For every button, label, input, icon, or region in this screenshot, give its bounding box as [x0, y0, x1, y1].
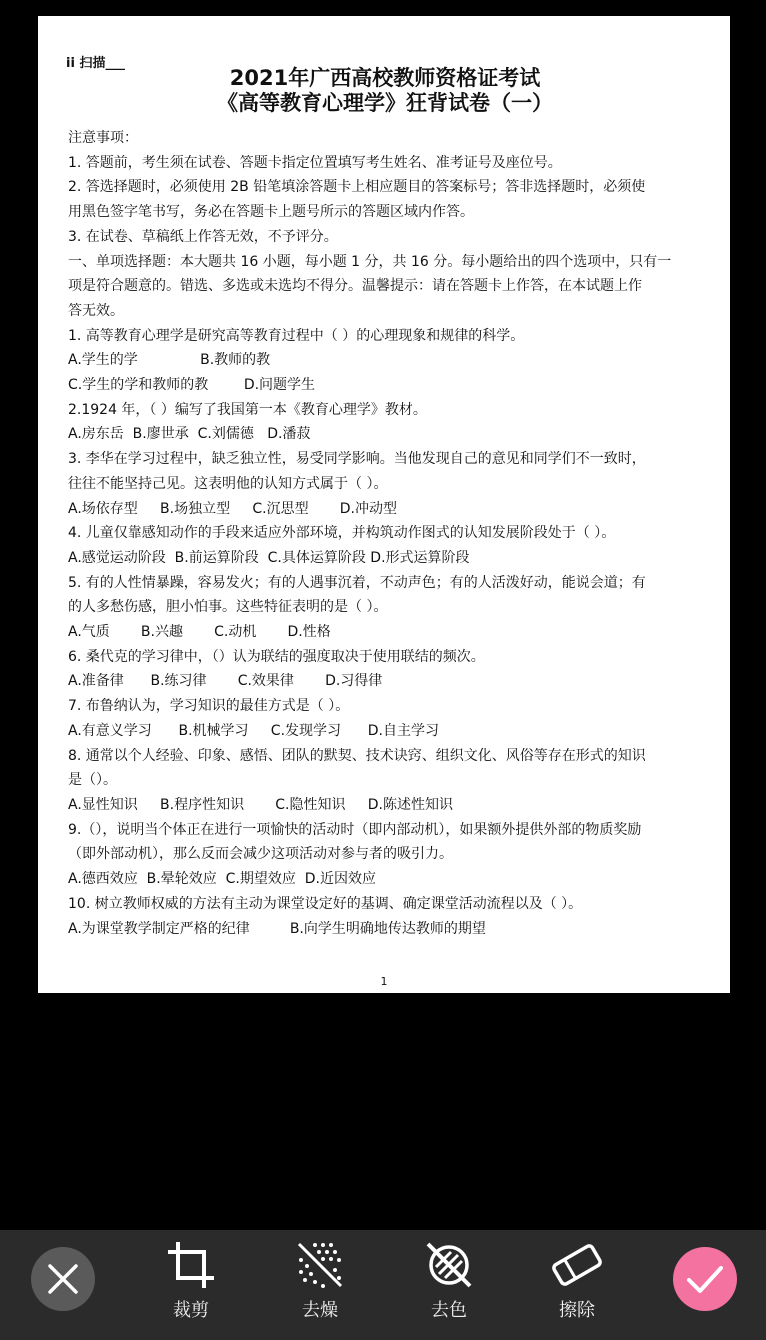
- confirm-button[interactable]: [673, 1247, 737, 1311]
- document-line: 7. 布鲁纳认为，学习知识的最佳方式是（ ）。: [68, 698, 350, 715]
- document-line: A.学生的学 B.教师的教: [68, 352, 271, 369]
- denoise-label: 去燥: [302, 1300, 338, 1321]
- scan-watermark: ii 扫描___: [66, 56, 125, 71]
- document-line: 用黑色签字笔书写，务必在答题卡上题号所示的答题区域内作答。: [68, 204, 474, 221]
- document-line: A.为课堂教学制定严格的纪律 B.向学生明确地传达教师的期望: [68, 920, 486, 937]
- document-line: 6. 桑代克的学习律中，（）认为联结的强度取决于使用联结的频次。: [68, 648, 485, 665]
- denoise-button[interactable]: [280, 1240, 360, 1330]
- document-line: 注意事项：: [68, 130, 138, 146]
- exam-subtitle: 《高等教育心理学》狂背试卷（一）: [217, 91, 553, 115]
- document-line: 3. 在试卷、草稿纸上作答无效，不予评分。: [68, 228, 338, 245]
- document-line: 项是符合题意的。错选、多选或未选均不得分。温馨提示：请在答题卡上作答，在本试题上作: [68, 278, 642, 295]
- document-line: 9.（），说明当个体正在进行一项愉快的活动时（即内部动机），如果额外提供外部的物质奖励: [68, 821, 642, 838]
- document-line: A.显性知识 B.程序性知识 C.隐性知识 D.陈述性知识: [68, 796, 453, 813]
- document-line: （即外部动机），那么反而会减少这项活动对参与者的吸引力。: [68, 846, 453, 863]
- document-line: 2.1924 年，（ ）编写了我国第一本《教育心理学》教材。: [68, 401, 427, 418]
- document-line: 1. 高等教育心理学是研究高等教育过程中（ ）的心理现象和规律的科学。: [68, 327, 525, 344]
- cancel-button[interactable]: [31, 1247, 95, 1311]
- document-line: 1. 答题前，考生须在试卷、答题卡指定位置填写考生姓名、准考证号及座位号。: [68, 154, 562, 171]
- document-line: 4. 儿童仅靠感知动作的手段来适应外部环境，并构筑动作图式的认知发展阶段处于（ ）。: [68, 525, 616, 542]
- crop-icon: [166, 1240, 216, 1290]
- document-line: 8. 通常以个人经验、印象、感悟、团队的默契、技术诀窍、组织文化、风俗等存在形式的知识: [68, 747, 646, 764]
- document-line: A.场依存型 B.场独立型 C.沉思型 D.冲动型: [68, 500, 397, 517]
- document-line: 是（）。: [68, 772, 117, 789]
- document-line: 5. 有的人性情暴躁，容易发火；有的人遇事沉着，不动声色；有的人活泼好动，能说会道；有: [68, 574, 646, 591]
- check-icon: [685, 1262, 725, 1296]
- decolor-icon: [424, 1240, 474, 1290]
- crop-label: 裁剪: [173, 1300, 209, 1321]
- decolor-label: 去色: [431, 1300, 467, 1321]
- eraser-icon: [552, 1240, 602, 1290]
- document-line: C.学生的学和教师的教 D.问题学生: [68, 377, 316, 394]
- erase-button[interactable]: [537, 1240, 617, 1330]
- document-line: A.房东岳 B.廖世承 C.刘儒德 D.潘菽: [68, 426, 311, 443]
- scanned-document-page: [38, 16, 730, 993]
- document-line: 3. 李华在学习过程中，缺乏独立性，易受同学影响。当他发现自己的意见和同学们不一致时，: [68, 451, 646, 468]
- document-line: A.感觉运动阶段 B.前运算阶段 C.具体运算阶段 D.形式运算阶段: [68, 549, 470, 566]
- document-line: 答无效。: [68, 302, 124, 319]
- decolor-button[interactable]: [409, 1240, 489, 1330]
- crop-button[interactable]: [151, 1240, 231, 1330]
- page-number: 1: [380, 975, 388, 988]
- document-line: A.气质 B.兴趣 C.动机 D.性格: [68, 624, 331, 641]
- document-line: 的人多愁伤感，胆小怕事。这些特征表明的是（ ）。: [68, 599, 388, 616]
- document-line: A.有意义学习 B.机械学习 C.发现学习 D.自主学习: [68, 722, 439, 739]
- document-body: [68, 126, 702, 941]
- edit-toolbar: [0, 1230, 766, 1340]
- close-icon: [46, 1262, 80, 1296]
- document-line: A.准备律 B.练习律 C.效果律 D.习得律: [68, 673, 383, 690]
- document-line: 一、单项选择题：本大题共 16 小题，每小题 1 分，共 16 分。每小题给出的四个选项中，只有一: [68, 253, 672, 270]
- document-line: 2. 答选择题时，必须使用 2B 铅笔填涂答题卡上相应题目的答案标号；答非选择题时，必须使: [68, 179, 646, 196]
- denoise-icon: [295, 1240, 345, 1290]
- document-line: 往往不能坚持己见。这表明他的认知方式属于（ ）。: [68, 475, 388, 492]
- document-line: A.德西效应 B.晕轮效应 C.期望效应 D.近因效应: [68, 871, 376, 888]
- document-line: 10. 树立教师权威的方法有主动为课堂设定好的基调、确定课堂活动流程以及（ ）。: [68, 895, 583, 912]
- exam-title: 2021年广西高校教师资格证考试: [229, 66, 541, 90]
- erase-label: 擦除: [559, 1300, 595, 1321]
